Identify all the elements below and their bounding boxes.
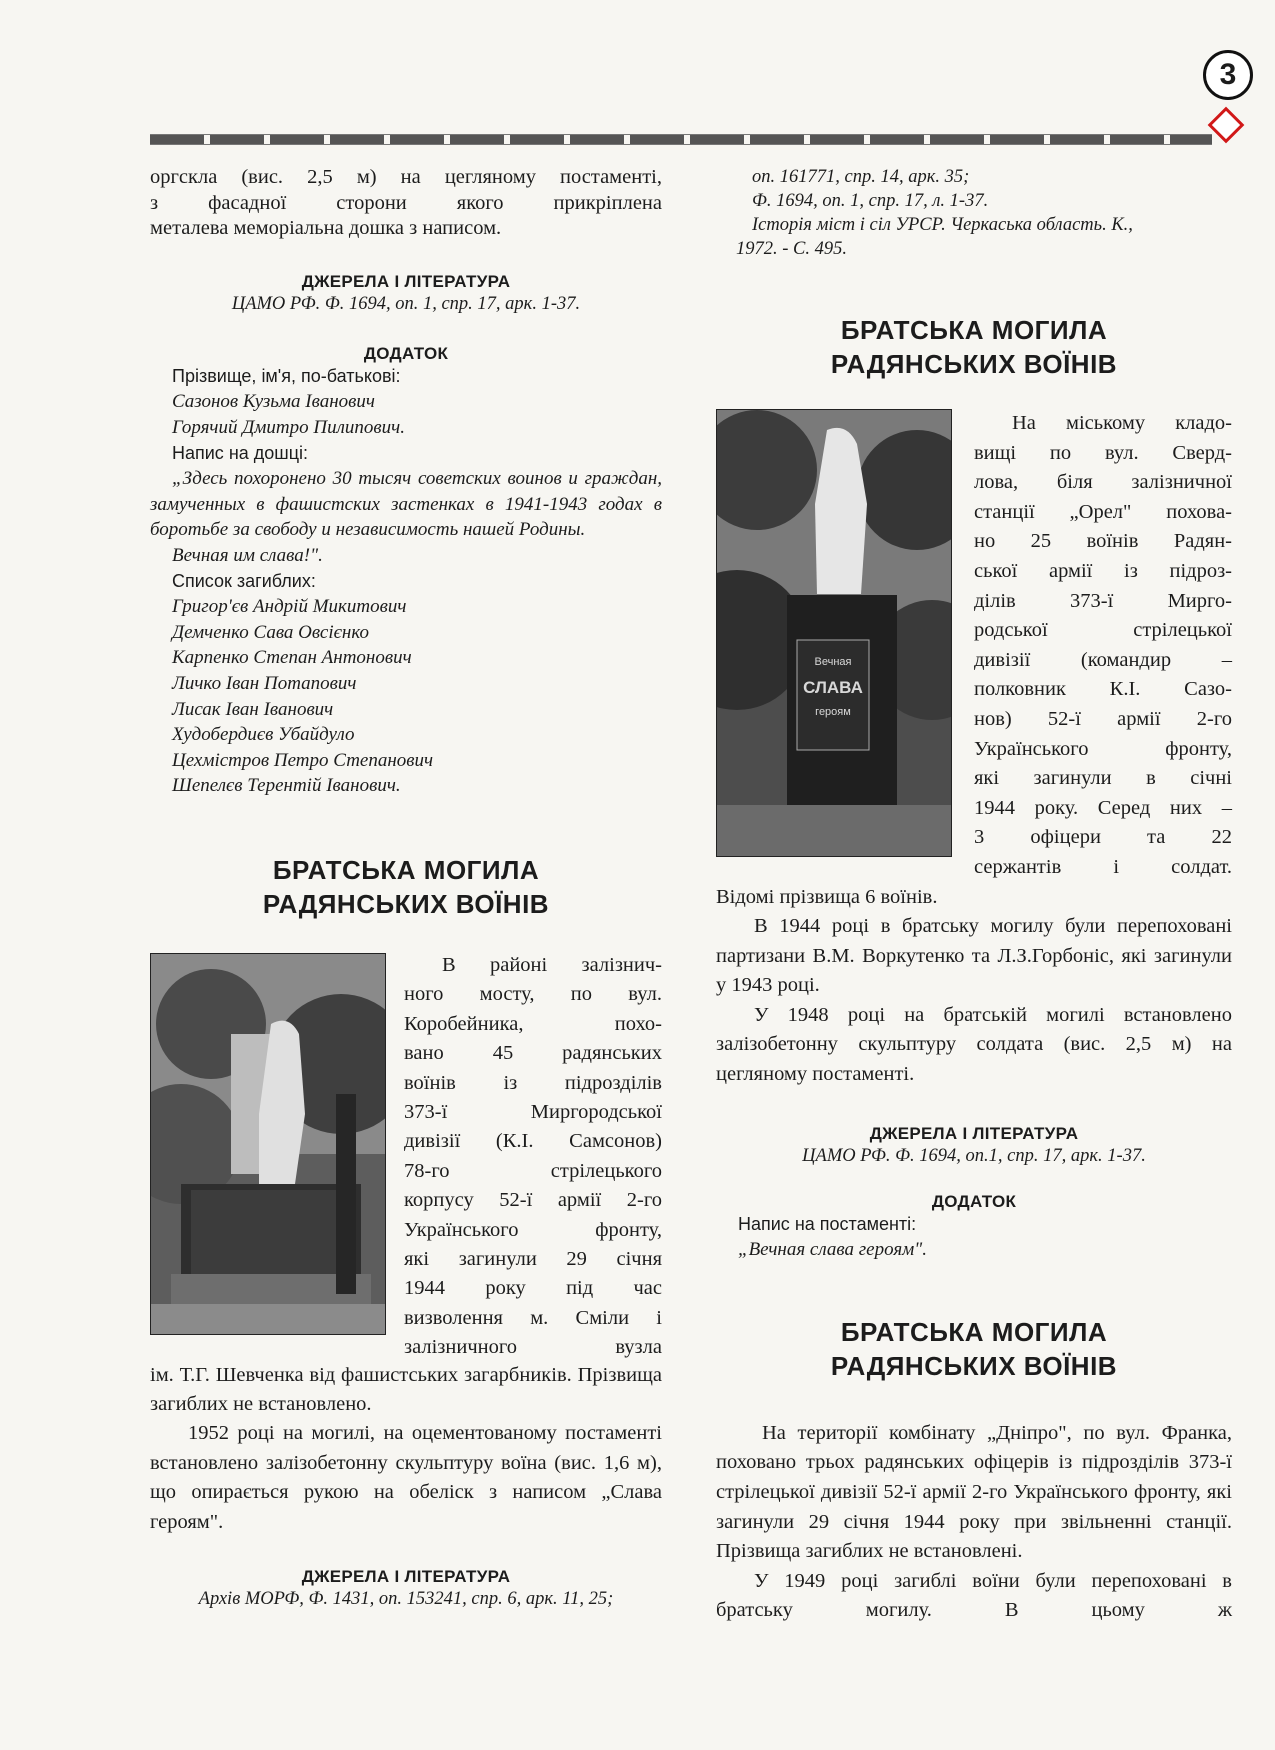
photo-plaque	[797, 650, 869, 718]
left-column	[150, 165, 662, 1611]
section-2-title-line-2: РАДЯНСЬКИХ ВОЇНІВ	[830, 1350, 1118, 1381]
header-rule	[150, 134, 1212, 145]
body-line: На міському кладо-	[1012, 412, 1232, 434]
label-pedestal: Напис на постаменті:	[738, 1213, 917, 1234]
dead-item: Демченко Сава Овсієнко	[172, 621, 369, 643]
body-paragraph-3: У 1948 році на братській могилі встановлено залізобетонну скульптуру солдата (вис. 2,5 м) на цегляному постаменті.	[716, 1003, 1232, 1086]
dead-item: Григор'єв Андрій Микитович	[172, 596, 407, 618]
section-2-paragraph-2: У 1949 році загиблі воїни були перепоховані в братську могилу. В цьому ж	[716, 1569, 1232, 1622]
body-line: В районі залізнич-	[442, 953, 662, 976]
label-names: Прізвище, ім'я, по-батькові:	[172, 365, 401, 386]
body-paragraph-2: 1952 році на могилі, на оцементованому постаменті встановлено залізобетонну скульптуру воїна (вис. 1,6 м), що опирається рукою на обеліск з написом „Слава героям".	[150, 1422, 662, 1533]
section-1-title-line-1: БРАТСЬКА МОГИЛА	[840, 315, 1108, 345]
intro-line-2: з фасадної сторони якого прикріплена	[150, 191, 662, 214]
body-line: ділів 373-ї Мирго-	[974, 589, 1232, 612]
body-line: сержантів і солдат.	[974, 855, 1232, 878]
body-line: вано 45 радянських	[404, 1042, 662, 1065]
body-line: ської армії із підроз-	[974, 559, 1232, 582]
body-line: 3 офіцери та 22	[974, 826, 1232, 849]
dead-item: Цехмістров Петро Степанович	[172, 749, 434, 771]
body-line: 78-го стрілецького	[404, 1159, 662, 1182]
page-number: 3	[1203, 50, 1253, 100]
source-line: оп. 161771, спр. 14, арк. 35;	[752, 167, 970, 187]
monument-photo-right	[716, 409, 952, 857]
body-line: ного мосту, по вул.	[404, 983, 662, 1006]
body-line: дивізії (командир –	[974, 648, 1232, 671]
section-2-title-line-1: БРАТСЬКА МОГИЛА	[840, 1316, 1108, 1347]
dead-item: Личко Іван Потапович	[172, 672, 357, 694]
section-2-paragraph-1: На території комбінату „Дніпро", по вул. Франка, поховано трьох радянських офіцерів із підрозділів 373-ї стрілецької дивізії 52-ї армії 2-го Українського фронту, які загинули 29 січня 1944 року при звільненні станції. Прізвища загиблих не встановлені.	[716, 1421, 1232, 1563]
addendum	[150, 364, 662, 799]
name-item: Сазонов Кузьма Іванович	[172, 391, 375, 413]
body-wide-1: Відомі прізвища 6 воїнів.	[716, 885, 938, 908]
sources-text-2: Архів МОРФ, Ф. 1431, оп. 153241, спр. 6, арк. 11, 25;	[198, 1589, 614, 1609]
section-1-title-line-2: РАДЯНСЬКИХ ВОЇНІВ	[830, 349, 1118, 379]
body-line: но 25 воїнів Радян-	[974, 530, 1232, 553]
body-line: Коробейника, похо-	[404, 1012, 662, 1035]
body-line: які загинули 29 січня	[404, 1247, 662, 1270]
body-line: родської стрілецької	[974, 619, 1232, 642]
source-line: Історія міст і сіл УРСР. Черкаська область. К.,	[752, 215, 1133, 235]
addendum-title: ДОДАТОК	[363, 343, 449, 363]
body-wide: ім. Т.Г. Шевченка від фашистських загарбників. Прізвища загиблих не встановлено.	[150, 1363, 662, 1415]
body-line: воїнів із підрозділів	[404, 1071, 662, 1094]
dead-item: Шепелєв Терентій Іванович.	[172, 775, 401, 797]
right-column	[716, 165, 1232, 1626]
sources-text: ЦАМО РФ. Ф. 1694, оп.1, спр. 17, арк. 1-37.	[802, 1145, 1146, 1166]
body-line: дивізії (К.І. Самсонов)	[404, 1130, 662, 1153]
section-title-line-1: БРАТСЬКА МОГИЛА	[272, 854, 540, 885]
section-title-line-2: РАДЯНСЬКИХ ВОЇНІВ	[262, 888, 550, 919]
body-line: визволення м. Сміли і	[404, 1306, 662, 1329]
body-line: полковник К.І. Сазо-	[974, 678, 1232, 701]
addendum-right	[716, 1212, 1232, 1263]
sources-text: ЦАМО РФ. Ф. 1694, оп. 1, спр. 17, арк. 1-37.	[231, 293, 581, 314]
sources-title: ДЖЕРЕЛА І ЛІТЕРАТУРА	[869, 1123, 1079, 1143]
source-line: 1972. - С. 495.	[736, 239, 847, 259]
label-list: Список загиблих:	[172, 570, 316, 591]
sources-title: ДЖЕРЕЛА І ЛІТЕРАТУРА	[301, 271, 511, 291]
source-line: Ф. 1694, оп. 1, спр. 17, л. 1-37.	[752, 191, 989, 211]
plaque-word-2: СЛАВА	[803, 678, 863, 697]
body-line: вищі по вул. Сверд-	[974, 441, 1232, 464]
plaque-word-1: Вечная	[814, 656, 852, 668]
plaque-word-3: героям	[815, 706, 851, 718]
body-line: корпусу 52-ї армії 2-го	[404, 1189, 662, 1212]
sources-title-2: ДЖЕРЕЛА І ЛІТЕРАТУРА	[301, 1567, 511, 1586]
body-paragraph-2: В 1944 році в братську могилу були перепоховані партизани В.М. Воркутенко та Л.З.Горбоніс, які загинули у 1943 році.	[716, 915, 1232, 997]
plaque-end: Вечная им слава!".	[172, 544, 323, 566]
dead-item: Лисак Іван Іванович	[172, 698, 334, 720]
dead-item: Карпенко Степан Антонович	[172, 647, 412, 669]
diamond-icon	[1208, 107, 1245, 144]
sources-continued	[716, 165, 1232, 261]
body-line: які загинули в січні	[974, 767, 1232, 790]
pedestal-text: „Вечная слава героям".	[738, 1239, 928, 1261]
body-line: 1944 року під час	[404, 1277, 662, 1300]
body-line: 1944 року. Серед них –	[974, 796, 1232, 819]
body-line: станції „Орел" похова-	[974, 500, 1232, 523]
body-line: нов) 52-ї армії 2-го	[974, 707, 1232, 730]
name-item: Горячий Дмитро Пилипович.	[172, 416, 405, 438]
addendum-title: ДОДАТОК	[931, 1191, 1017, 1211]
intro-line-3: металева меморіальна дошка з написом.	[150, 217, 502, 240]
body-line: залізничного вузла	[404, 1336, 662, 1359]
body-line: 373-ї Миргородської	[404, 1100, 662, 1123]
dead-item: Худобердиєв Убайдуло	[172, 724, 355, 746]
body-line: лова, біля залізничної	[974, 471, 1232, 494]
monument-photo-left	[150, 953, 386, 1335]
plaque-text: „Здесь похоронено 30 тысяч советских воинов и граждан, замученных в фашистских застенках в 1941-1943 годах в боротьбе за свободу и независимость нашей Родины.	[150, 468, 662, 541]
label-plaque: Напис на дошці:	[172, 442, 309, 463]
body-line: Українського фронту,	[404, 1218, 662, 1241]
body-line: Українського фронту,	[974, 737, 1232, 760]
intro-line-1: оргскла (вис. 2,5 м) на цегляному постаменті,	[150, 166, 662, 188]
